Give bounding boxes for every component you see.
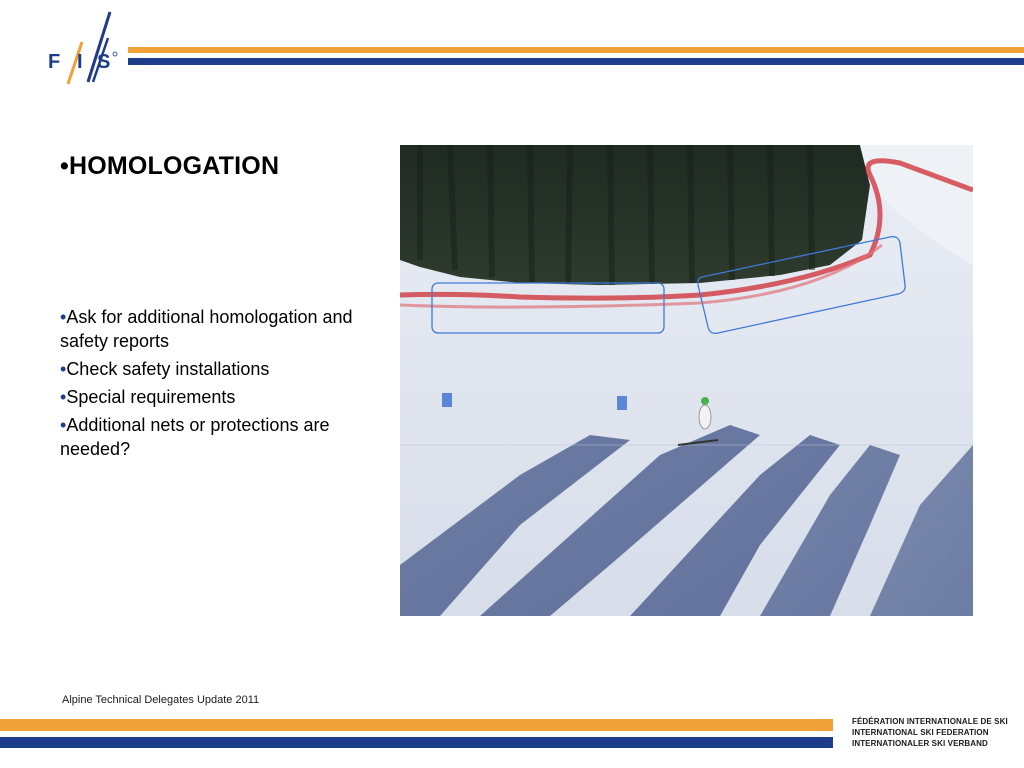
bullet-item: •Special requirements <box>60 387 236 407</box>
bullet-text: Ask for additional homologation and safety reports <box>60 307 353 351</box>
header-orange-stripe <box>128 47 1024 53</box>
bullet-list <box>60 305 380 465</box>
logo-letter-f: F <box>48 51 61 73</box>
title-text: HOMOLOGATION <box>68 152 280 180</box>
ski-slope-photo <box>400 145 973 616</box>
header-blue-stripe <box>128 58 1024 65</box>
federation-line-de: INTERNATIONALER SKI VERBAND <box>852 739 988 748</box>
fis-logo <box>44 8 120 86</box>
bullet-text: Check safety installations <box>66 359 270 379</box>
footer-orange-stripe <box>0 719 833 731</box>
footer-blue-stripe <box>0 737 833 748</box>
federation-line-en: INTERNATIONAL SKI FEDERATION <box>852 728 989 737</box>
bullet-text: Special requirements <box>66 387 236 407</box>
bullet-item: •Additional nets or protections are needed? <box>60 415 330 459</box>
slide-title <box>60 152 279 181</box>
footer-event-text: Alpine Technical Delegates Update 2011 <box>62 694 260 706</box>
bullet-item: •Check safety installations <box>60 359 270 379</box>
federation-line-fr: FÉDÉRATION INTERNATIONALE DE SKI <box>852 717 1008 726</box>
bullet-item: •Ask for additional homologation and safety reports <box>60 307 353 351</box>
title-bullet: • <box>60 152 69 180</box>
bullet-text: Additional nets or protections are needed? <box>60 415 330 459</box>
logo-letter-s: S <box>97 51 111 73</box>
logo-letter-i: I <box>77 51 83 73</box>
federation-name-block <box>852 716 1008 749</box>
